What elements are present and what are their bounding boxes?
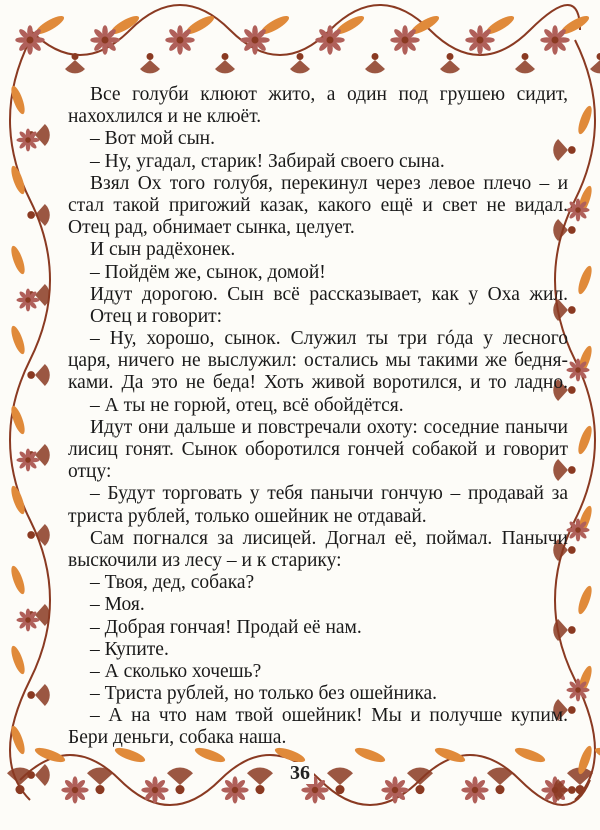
text-line: отцу: [68, 461, 112, 483]
flower-center [25, 137, 31, 143]
berry [522, 53, 529, 60]
text-line: Взял Ох того голубя, перекинул через левое плечо – и [90, 172, 568, 194]
flower-center [25, 617, 31, 623]
flower-center [575, 527, 581, 533]
fan-flower [35, 444, 50, 466]
berry [575, 785, 584, 794]
berry [568, 786, 576, 794]
fan-flower [35, 524, 50, 546]
berry [255, 785, 264, 794]
leaf [576, 104, 595, 135]
berry [447, 53, 454, 60]
flower-center [27, 37, 34, 44]
berry [27, 211, 35, 219]
text-line: – Купите. [90, 638, 169, 660]
flower-center [252, 37, 259, 44]
text-line: – Ну, угадал, старик! Забирай своего сына. [90, 150, 445, 172]
flower-center [392, 787, 399, 794]
berry [27, 691, 35, 699]
fan-flower [35, 124, 50, 146]
text-line: – Ну, хорошо, сынок. Служил ты три гóда у лесного [90, 328, 568, 350]
berry [495, 785, 504, 794]
berry [335, 785, 344, 794]
text-line: ками. Да это не беда! Хоть живой воротился, и то ладно. [68, 372, 568, 394]
leaf [9, 324, 28, 355]
flower-center [327, 37, 334, 44]
text-line: Все голуби клюют жито, а один под грушею сидит, [90, 84, 568, 105]
berry [27, 371, 35, 379]
berry [372, 53, 379, 60]
text-line: – Моя. [90, 594, 145, 616]
berry [568, 546, 576, 554]
fan-flower [515, 60, 535, 73]
text-line: царя, ничего не выслужил: остались мы такими же бедня- [68, 350, 568, 372]
text-line: – Пойдём же, сынок, домой! [90, 261, 326, 283]
page-number-label: 36 [286, 762, 314, 784]
flower-center [102, 37, 109, 44]
berry [597, 53, 600, 60]
text-line: стал такой пригожий казак, какого ещё и свет не видал. [68, 194, 568, 216]
text-line: Отец рад, обнимает сынка, целует. [68, 217, 355, 239]
berry [175, 785, 184, 794]
berry [568, 466, 576, 474]
berry [15, 785, 24, 794]
leaf [9, 564, 28, 595]
fan-flower [365, 60, 385, 73]
fan-flower [35, 204, 50, 226]
fan-flower [35, 604, 50, 626]
text-line: – А сколько хочешь? [90, 660, 262, 682]
fan-flower [215, 60, 235, 73]
berry [568, 146, 576, 154]
text-line: – Добрая гончая! Продай её нам. [90, 616, 362, 638]
text-line: Идут они дальше и повстречали охоту: соседние панычи [90, 416, 568, 438]
fan-flower [140, 60, 160, 73]
fan-flower [590, 60, 600, 73]
text-line: лисиц гонят. Сынок оборотился гончей собакой и говорит [68, 439, 568, 460]
flower-center [152, 787, 159, 794]
text-line: – Триста рублей, но только без ошейника. [90, 683, 438, 705]
flower-center [575, 207, 581, 213]
berry [222, 53, 229, 60]
leaf [576, 424, 595, 455]
text-line: выскочили из лесу – и к старику: [68, 549, 342, 571]
fan-flower [290, 60, 310, 73]
text-line: – А на что нам твой ошейник! Мы и получше купим. [90, 705, 568, 727]
story-text [68, 84, 568, 750]
flower-center [232, 787, 239, 794]
leaf [9, 244, 28, 275]
text-line: – Твоя, дед, собака? [90, 572, 255, 594]
flower-center [575, 687, 581, 693]
leaf [576, 584, 595, 615]
berry [415, 785, 424, 794]
berry [568, 626, 576, 634]
berry [568, 386, 576, 394]
text-line: И сын радёхонек. [90, 239, 236, 261]
flower-center [72, 787, 79, 794]
text-line: – А ты не горюй, отец, всё обойдётся. [90, 394, 404, 416]
page-number [0, 762, 600, 785]
flower-center [552, 37, 559, 44]
flower-center [472, 787, 479, 794]
flower-center [477, 37, 484, 44]
leaf [576, 264, 595, 295]
flower-center [402, 37, 409, 44]
fan-flower [65, 60, 85, 73]
berry [568, 306, 576, 314]
text-line: Отец и говорит: [90, 305, 223, 327]
berry [297, 53, 304, 60]
fan-flower [35, 284, 50, 306]
fan-flower [440, 60, 460, 73]
flower-center [25, 297, 31, 303]
berry [147, 53, 154, 60]
fan-flower [35, 684, 50, 706]
berry [27, 531, 35, 539]
berry [72, 53, 79, 60]
berry [568, 706, 576, 714]
text-line: триста рублей, только ошейник не отдавай. [68, 505, 427, 527]
fan-flower [35, 364, 50, 386]
text-line: Бери деньги, собака наша. [68, 727, 287, 749]
berry [568, 226, 576, 234]
text-line: Сам погнался за лисицей. Догнал её, поймал. Панычи [90, 527, 568, 549]
text-line: нахохлился и не клюёт. [68, 106, 262, 128]
text-line: – Будут торговать у тебя панычи гончую – продавай за [90, 483, 568, 505]
flower-center [312, 787, 319, 794]
flower-center [575, 367, 581, 373]
text-line: Идут дорогою. Сын всё рассказывает, как у Оха жил. [90, 283, 568, 305]
berry [95, 785, 104, 794]
flower-center [25, 457, 31, 463]
flower-center [177, 37, 184, 44]
text-line: – Вот мой сын. [90, 128, 215, 150]
leaf [9, 644, 28, 675]
